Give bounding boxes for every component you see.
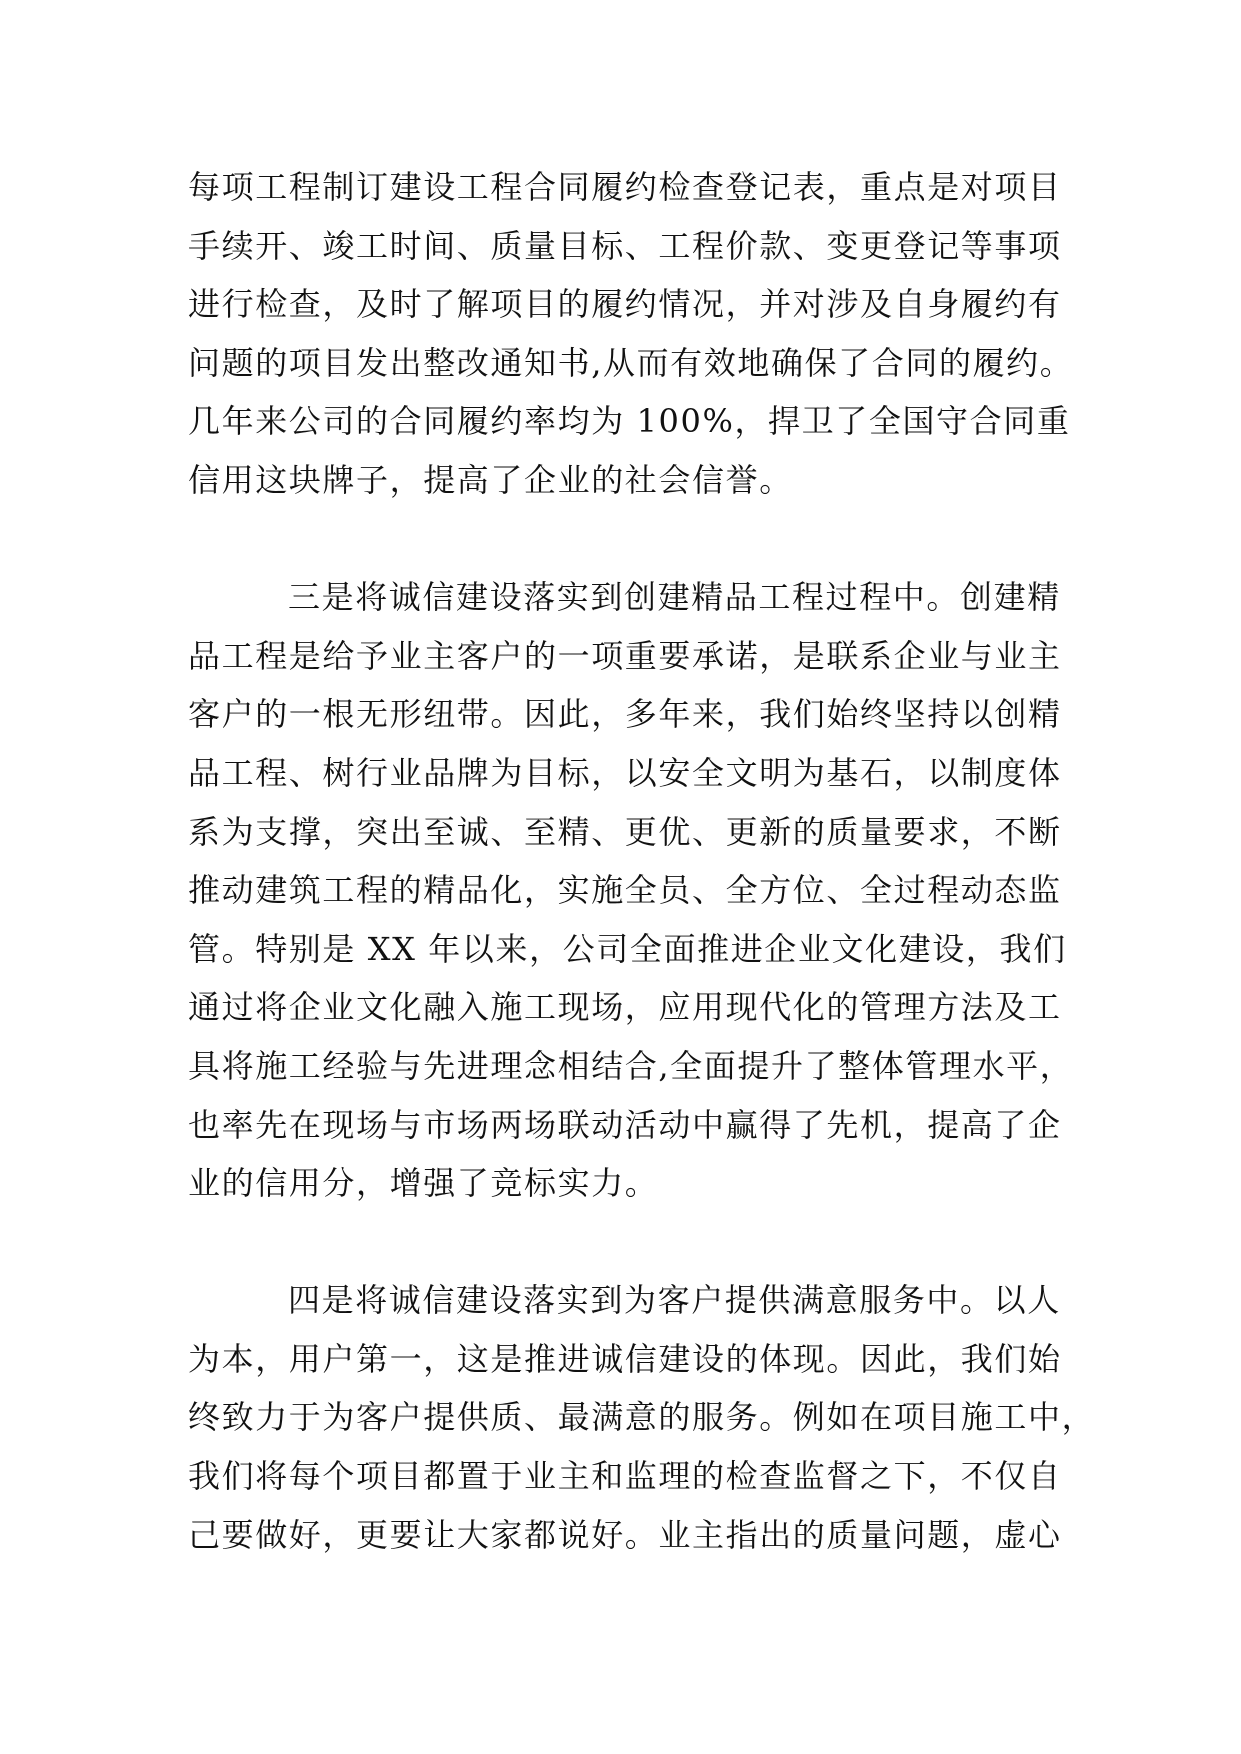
text-line: 品工程、树行业品牌为目标，以安全文明为基石，以制度体 bbox=[188, 753, 1062, 792]
text-line: 通过将企业文化融入施工现场，应用现代化的管理方法及工 bbox=[188, 988, 1062, 1027]
text-line: 进行检查，及时了解项目的履约情况，并对涉及自身履约有 bbox=[188, 285, 1062, 324]
text-line: 手续开、竣工时间、质量目标、工程价款、变更登记等事项 bbox=[188, 226, 1062, 265]
paragraph-customer-service bbox=[188, 1271, 1096, 1564]
text-line: 为本，用户第一，这是推进诚信建设的体现。因此，我们始 bbox=[188, 1339, 1062, 1378]
text-line: 信用这块牌子，提高了企业的社会信誉。 bbox=[188, 460, 793, 499]
text-line: 己要做好，更要让大家都说好。业主指出的质量问题，虚心 bbox=[188, 1515, 1062, 1554]
text-line: 问题的项目发出整改通知书,从而有效地确保了合同的履约。 bbox=[188, 343, 1074, 382]
text-line: 品工程是给予业主客户的一项重要承诺，是联系企业与业主 bbox=[188, 636, 1062, 675]
text-line: 客户的一根无形纽带。因此，多年来，我们始终坚持以创精 bbox=[188, 695, 1062, 734]
text-line: 几年来公司的合同履约率均为 100%，捍卫了全国守合同重 bbox=[188, 402, 1071, 441]
text-line: 管。特别是 XX 年以来，公司全面推进企业文化建设，我们 bbox=[188, 929, 1067, 968]
paragraph-quality-projects bbox=[188, 568, 1074, 1213]
text-line-indented: 四是将诚信建设落实到为客户提供满意服务中。以人 bbox=[288, 1281, 1061, 1320]
document-body bbox=[188, 158, 1096, 1564]
text-line: 系为支撑，突出至诚、至精、更优、更新的质量要求，不断 bbox=[188, 812, 1062, 851]
text-line: 也率先在现场与市场两场联动活动中赢得了先机，提高了企 bbox=[188, 1105, 1062, 1144]
text-line: 推动建筑工程的精品化，实施全员、全方位、全过程动态监 bbox=[188, 871, 1062, 910]
text-line-indented: 三是将诚信建设落实到创建精品工程过程中。创建精 bbox=[288, 578, 1061, 617]
text-line: 每项工程制订建设工程合同履约检查登记表，重点是对项目 bbox=[188, 168, 1062, 206]
paragraph-spacer bbox=[188, 1213, 1060, 1272]
paragraph-spacer bbox=[188, 510, 1060, 569]
text-line: 终致力于为客户提供质、最满意的服务。例如在项目施工中， bbox=[188, 1398, 1096, 1437]
text-line: 我们将每个项目都置于业主和监理的检查监督之下，不仅自 bbox=[188, 1457, 1062, 1496]
text-line: 具将施工经验与先进理念相结合,全面提升了整体管理水平， bbox=[188, 1046, 1074, 1085]
paragraph-contract-fulfillment bbox=[188, 158, 1074, 510]
text-line: 业的信用分，增强了竞标实力。 bbox=[188, 1164, 659, 1203]
